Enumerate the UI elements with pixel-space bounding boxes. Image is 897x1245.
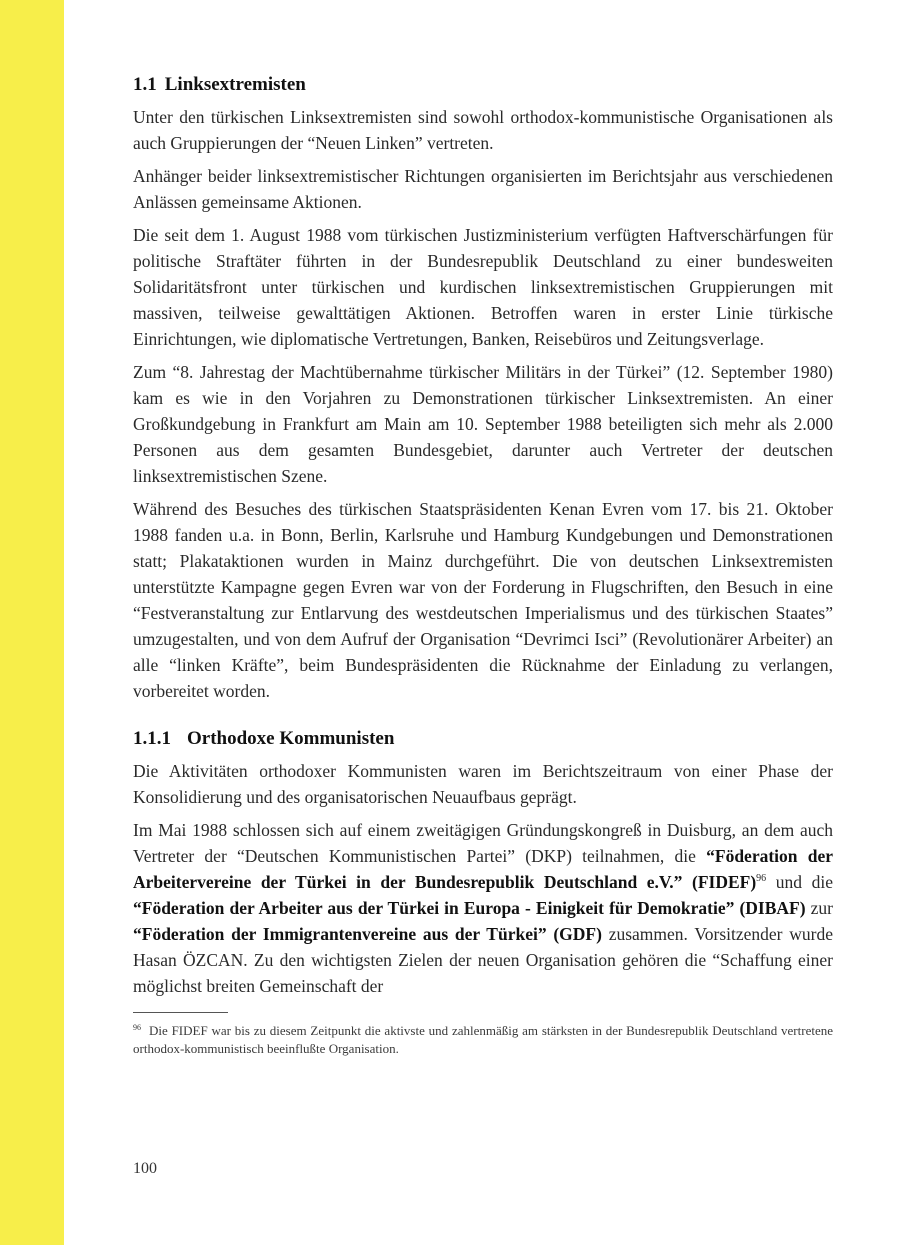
bold-organization-name: “Föderation der Arbeiter aus der Türkei in Europa - Einigkeit für Demokratie” (DIBAF) [133, 898, 806, 918]
page-number: 100 [133, 1160, 157, 1177]
subsection-heading [133, 726, 833, 752]
paragraph: Zum “8. Jahrestag der Machtübernahme türkischer Militärs in der Türkei” (12. September 1980) kam es wie in den Vorjahren zu Demonstrationen türkischer Linksextremisten. An einer Großkundgebung in Frankfurt am Main am 10. September 1988 beteiligten sich mehr als 2.000 Personen aus dem gesamten Bundesgebiet, darunter auch Vertreter der deutschen linksextremistischen Szene. [133, 362, 833, 486]
footnote-divider [133, 1012, 228, 1013]
footnote-reference[interactable]: 96 [756, 873, 767, 885]
section-title: Linksextremisten [164, 74, 306, 95]
text-run: und die [766, 872, 833, 892]
section-heading [133, 72, 833, 98]
bold-organization-name: “Föderation der Arbeitervereine der Türkei in der Bundesrepublik Deutschland e.V.” (FIDEF) [133, 846, 833, 892]
page-content [133, 72, 833, 1058]
section-number: 1.1 [133, 74, 157, 95]
paragraph: Die Aktivitäten orthodoxer Kommunisten waren im Berichtszeitraum von einer Phase der Konsolidierung und des organisatorischen Neuaufbaus geprägt. [133, 761, 833, 807]
footnote [133, 1022, 833, 1058]
paragraph [133, 817, 833, 999]
subsection-number: 1.1.1 [133, 728, 171, 749]
yellow-margin-strip [0, 0, 64, 1245]
subsection-title: Orthodoxe Kommunisten [187, 728, 395, 749]
footnote-number: 96 [133, 1022, 141, 1032]
bold-organization-name: “Föderation der Immigrantenvereine aus der Türkei” (GDF) [133, 924, 602, 944]
paragraph: Während des Besuches des türkischen Staatspräsidenten Kenan Evren vom 17. bis 21. Oktober 1988 fanden u.a. in Bonn, Berlin, Karlsruhe und Hamburg Kundgebungen und Demonstrationen statt; Plakataktionen wurden in Mainz durchgeführt. Die von deutschen Linksextremisten unterstützte Kampagne gegen Evren war von der Forderung in Flugschriften, den Besuch in eine “Festveranstaltung zur Entlarvung des westdeutschen Imperialismus und des türkischen Staates” umzugestalten, und von dem Aufruf der Organisation “Devrimci Isci” (Revolutionärer Arbeiter) an alle “linken Kräfte”, beim Bundespräsidenten die Rücknahme der Einladung zu verlangen, vorbereitet worden. [133, 499, 833, 701]
text-run: zur [805, 898, 833, 918]
paragraph: Anhänger beider linksextremistischer Richtungen organisierten im Berichtsjahr aus verschiedenen Anlässen gemeinsame Aktionen. [133, 166, 833, 212]
text-run: Im Mai 1988 schlossen sich auf einem zweitägigen Gründungskongreß in Duisburg, an dem auch Vertreter der “Deutschen Kommunistischen Partei” (DKP) teilnahmen, die [133, 820, 833, 866]
footnote-text: Die FIDEF war bis zu diesem Zeitpunkt die aktivste und zahlenmäßig am stärksten in der Bundesrepublik Deutschland vertretene orthodox-kommunistisch beeinflußte Organisation. [133, 1023, 833, 1056]
text-run: zusammen. Vorsitzender wurde Hasan ÖZCAN. Zu den wichtigsten Zielen der neuen Organisation gehören die “Schaffung einer möglichst breiten Gemeinschaft der [133, 924, 833, 996]
paragraph: Die seit dem 1. August 1988 vom türkischen Justizministerium verfügten Haftverschärfungen für politische Straftäter führten in der Bundesrepublik Deutschland zu einer bundesweiten Solidaritätsfront unter türkischen und kurdischen linksextremistischen Gruppierungen mit massiven, teilweise gewalttätigen Aktionen. Betroffen waren in erster Linie türkische Einrichtungen, wie diplomatische Vertretungen, Banken, Reisebüros und Zeitungsverlage. [133, 225, 833, 349]
paragraph: Unter den türkischen Linksextremisten sind sowohl orthodox-kommunistische Organisationen als auch Gruppierungen der “Neuen Linken” vertreten. [133, 107, 833, 153]
